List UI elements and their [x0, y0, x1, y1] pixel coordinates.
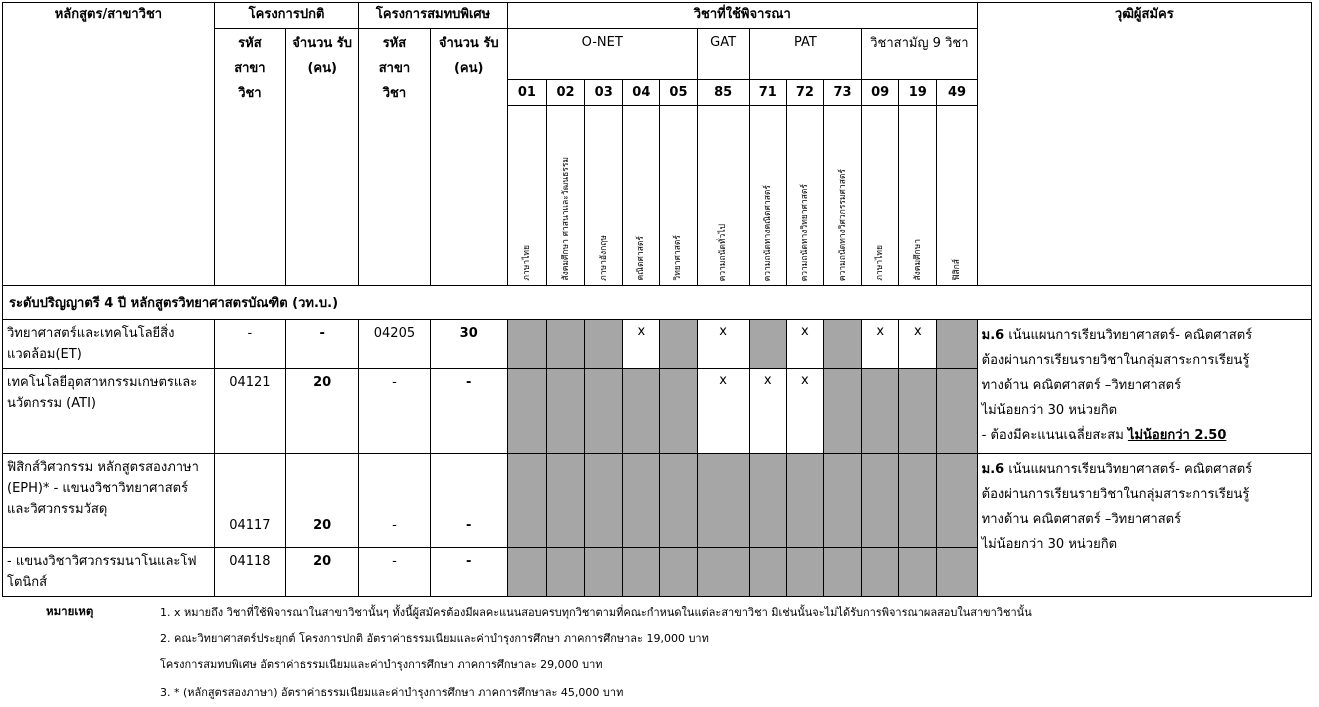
cell-09 [862, 454, 899, 548]
cell-05 [660, 369, 697, 454]
subject-code: 04 [623, 80, 660, 106]
subject-name [623, 106, 660, 286]
header-program: หลักสูตร/สาขาวิชา [3, 3, 215, 286]
cell-73 [823, 454, 861, 548]
cell-72 [786, 454, 823, 548]
cell-49 [937, 548, 977, 597]
header-subjects: วิชาที่ใช้พิจารณา [507, 3, 977, 29]
cell-19 [899, 548, 937, 597]
cell-04 [623, 548, 660, 597]
notes-label: หมายเหตุ [46, 604, 94, 618]
qualification-1 [977, 320, 1311, 454]
qual1-line4: ไม่น้อยกว่า 30 หน่วยกิต [981, 403, 1118, 418]
cell-04 [623, 454, 660, 548]
subject-name [585, 106, 623, 286]
subject-name-text: ความถนัดทางวิศวกรรมศาสตร์ [837, 168, 848, 281]
cell-49 [937, 454, 977, 548]
cell-02 [547, 548, 585, 597]
cell-04 [623, 369, 660, 454]
sp-seats: - [430, 454, 507, 548]
subject-code: 73 [823, 80, 861, 106]
program-name: - แขนงวิชาวิศวกรรมนาโนและโฟโตนิกส์ [3, 548, 215, 597]
subject-name [507, 106, 546, 286]
qual1-line1: ม.6 เน้นแผนการเรียนวิทยาศาสตร์- คณิตศาสตร์ [981, 328, 1253, 343]
sp-code: 04205 [359, 320, 430, 369]
subject-name [749, 106, 786, 286]
sp-seats: 30 [430, 320, 507, 369]
subject-name-text: ภาษาไทย [875, 245, 886, 281]
cell-72 [786, 548, 823, 597]
header-pat: PAT [749, 29, 861, 80]
subject-name-text: คณิตศาสตร์ [636, 236, 647, 281]
cell-01 [507, 548, 546, 597]
sp-code: - [359, 454, 430, 548]
cell-09 [862, 548, 899, 597]
subject-name-text: สังคมศึกษา ศาสนาและวัฒนธรรม [560, 157, 571, 281]
sp-code: - [359, 548, 430, 597]
reg-seats: 20 [286, 454, 359, 548]
subject-name [823, 106, 861, 286]
cell-71-mark: x [749, 369, 786, 454]
header-reg-code: รหัส สาขา วิชา [214, 29, 285, 286]
cell-03 [585, 548, 623, 597]
cell-49 [937, 369, 977, 454]
sp-seats: - [430, 369, 507, 454]
subject-name-text: ความถนัดทั่วไป [718, 223, 729, 281]
reg-seats: 20 [286, 548, 359, 597]
cell-49 [937, 320, 977, 369]
subject-name-text: ฟิสิกส์ [952, 259, 962, 281]
reg-seats: - [286, 320, 359, 369]
subject-code: 05 [660, 80, 697, 106]
cell-71 [749, 454, 786, 548]
header-qualification: วุฒิผู้สมัคร [977, 3, 1311, 286]
qualification-2 [977, 454, 1311, 597]
subject-name [937, 106, 977, 286]
cell-71 [749, 548, 786, 597]
subject-code: 85 [697, 80, 749, 106]
qual2-line3: ทางด้าน คณิตศาสตร์ –วิทยาศาสตร์ [981, 512, 1182, 527]
cell-19 [899, 369, 937, 454]
header-special: โครงการสมทบพิเศษ [359, 3, 508, 29]
header-onet: O-NET [507, 29, 697, 80]
cell-02 [547, 454, 585, 548]
note-1: 1. x หมายถึง วิชาที่ใช้พิจารณาในสาขาวิชานั้นๆ ทั้งนี้ผู้สมัครต้องมีผลคะแนนสอบครบทุกวิชาตามที่คณะกำหนดในแต่ละสาขาวิชา มิเช่นนั้นจะไม่ได้รับการพิจารณาผลสอบในสาขาวิชานั้น [160, 606, 1032, 619]
cell-19-mark: x [899, 320, 937, 369]
admission-table [2, 2, 1312, 597]
cell-09 [862, 369, 899, 454]
reg-code: - [214, 320, 285, 369]
cell-03 [585, 369, 623, 454]
subject-code: 03 [585, 80, 623, 106]
subject-code: 71 [749, 80, 786, 106]
subject-name-text: ภาษาไทย [521, 245, 532, 281]
header-gat: GAT [697, 29, 749, 80]
subject-code: 49 [937, 80, 977, 106]
subject-name [547, 106, 585, 286]
subject-code: 02 [547, 80, 585, 106]
reg-code: 04121 [214, 369, 285, 454]
cell-85 [697, 548, 749, 597]
cell-85-mark: x [697, 320, 749, 369]
sp-code: - [359, 369, 430, 454]
subject-name-text: ภาษาอังกฤษ [598, 235, 609, 281]
qual2-line1: ม.6 เน้นแผนการเรียนวิทยาศาสตร์- คณิตศาสตร์ [981, 462, 1253, 477]
subject-code: 19 [899, 80, 937, 106]
header-sp-seats: จำนวน รับ (คน) [430, 29, 507, 286]
note-2: 2. คณะวิทยาศาสตร์ประยุกต์ โครงการปกติ อัตราค่าธรรมเนียมและค่าบำรุงการศึกษา ภาคการศึกษาละ 19,000 บาท [160, 632, 709, 645]
reg-seats: 20 [286, 369, 359, 454]
cell-05 [660, 548, 697, 597]
cell-72-mark: x [786, 320, 823, 369]
program-name: ฟิสิกส์วิศวกรรม หลักสูตรสองภาษา (EPH)* - แขนงวิชาวิทยาศาสตร์และวิศวกรรมวัสดุ [3, 454, 215, 548]
subject-name-text: ความถนัดทางคณิตศาสตร์ [762, 184, 773, 281]
header-regular: โครงการปกติ [214, 3, 359, 29]
note-3: 3. * (หลักสูตรสองภาษา) อัตราค่าธรรมเนียมและค่าบำรุงการศึกษา ภาคการศึกษาละ 45,000 บาท [160, 686, 624, 699]
subject-name [786, 106, 823, 286]
qual1-line2: ต้องผ่านการเรียนรายวิชาในกลุ่มสาระการเรียนรู้ [981, 353, 1250, 368]
header-sp-code: รหัส สาขา วิชา [359, 29, 430, 286]
subject-name-text: สังคมศึกษา [912, 239, 923, 281]
cell-73 [823, 548, 861, 597]
cell-01 [507, 369, 546, 454]
header-common9: วิชาสามัญ 9 วิชา [862, 29, 978, 80]
subject-code: 01 [507, 80, 546, 106]
cell-73 [823, 369, 861, 454]
cell-02 [547, 369, 585, 454]
subject-code: 72 [786, 80, 823, 106]
section-title: ระดับปริญญาตรี 4 ปี หลักสูตรวิทยาศาสตรบัณฑิต (วท.บ.) [3, 286, 1312, 320]
cell-03 [585, 454, 623, 548]
subject-name [862, 106, 899, 286]
subject-name-text: วิทยาศาสตร์ [673, 235, 684, 281]
subject-code: 09 [862, 80, 899, 106]
subject-name [660, 106, 697, 286]
reg-code: 04117 [214, 454, 285, 548]
cell-04-mark: x [623, 320, 660, 369]
cell-03 [585, 320, 623, 369]
cell-05 [660, 320, 697, 369]
cell-85 [697, 454, 749, 548]
reg-code: 04118 [214, 548, 285, 597]
cell-01 [507, 454, 546, 548]
subject-name [899, 106, 937, 286]
qual1-line5: - ต้องมีคะแนนเฉลี่ยสะสม ไม่น้อยกว่า 2.50 [981, 428, 1227, 443]
cell-73 [823, 320, 861, 369]
sp-seats: - [430, 548, 507, 597]
cell-05 [660, 454, 697, 548]
cell-19 [899, 454, 937, 548]
qual2-line4: ไม่น้อยกว่า 30 หน่วยกิต [981, 537, 1118, 552]
cell-09-mark: x [862, 320, 899, 369]
cell-72-mark: x [786, 369, 823, 454]
qual2-line2: ต้องผ่านการเรียนรายวิชาในกลุ่มสาระการเรียนรู้ [981, 487, 1250, 502]
cell-71 [749, 320, 786, 369]
header-reg-seats: จำนวน รับ (คน) [286, 29, 359, 286]
qual1-line3: ทางด้าน คณิตศาสตร์ –วิทยาศาสตร์ [981, 378, 1182, 393]
cell-85-mark: x [697, 369, 749, 454]
program-name: วิทยาศาสตร์และเทคโนโลยีสิ่งแวดล้อม(ET) [3, 320, 215, 369]
subject-name [697, 106, 749, 286]
program-name: เทคโนโลยีอุตสาหกรรมเกษตรและนวัตกรรม (ATI) [3, 369, 215, 454]
note-2b: โครงการสมทบพิเศษ อัตราค่าธรรมเนียมและค่าบำรุงการศึกษา ภาคการศึกษาละ 29,000 บาท [160, 658, 603, 671]
cell-01 [507, 320, 546, 369]
subject-name-text: ความถนัดทางวิทยาศาสตร์ [799, 183, 810, 281]
cell-02 [547, 320, 585, 369]
